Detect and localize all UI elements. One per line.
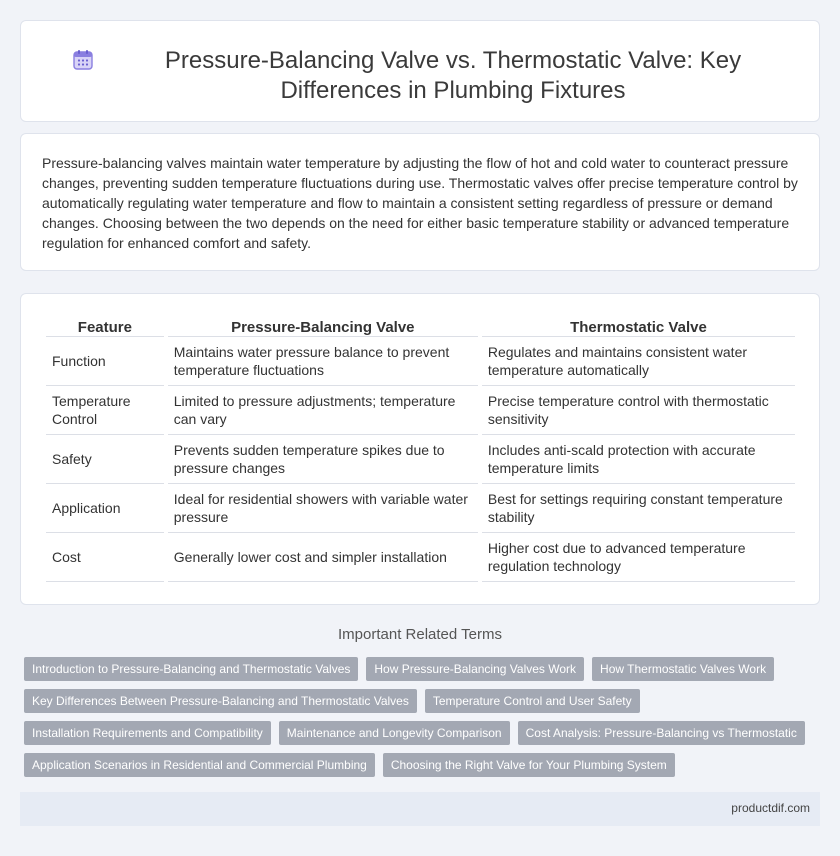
- table-row: [46, 533, 795, 582]
- row-feature: Function: [46, 337, 164, 386]
- row-feature: Application: [46, 484, 164, 533]
- column-header-feature: Feature: [46, 316, 164, 337]
- row-feature: Cost: [46, 533, 164, 582]
- table-row: [46, 386, 795, 435]
- comparison-card: [20, 293, 820, 605]
- row-pressure-balancing: Ideal for residential showers with variable water pressure: [168, 484, 478, 533]
- table-header-row: [46, 316, 795, 337]
- row-pressure-balancing: Generally lower cost and simpler installation: [168, 533, 478, 582]
- row-thermostatic: Higher cost due to advanced temperature regulation technology: [482, 533, 795, 582]
- row-thermostatic: Regulates and maintains consistent water temperature automatically: [482, 337, 795, 386]
- related-terms-list: [24, 657, 814, 777]
- row-thermostatic: Includes anti-scald protection with accurate temperature limits: [482, 435, 795, 484]
- row-feature: Temperature Control: [46, 386, 164, 435]
- related-term-link[interactable]: Cost Analysis: Pressure-Balancing vs Thermostatic: [518, 721, 805, 745]
- related-term-link[interactable]: Choosing the Right Valve for Your Plumbing System: [383, 753, 675, 777]
- row-pressure-balancing: Limited to pressure adjustments; temperature can vary: [168, 386, 478, 435]
- footer: [20, 792, 820, 826]
- related-term-link[interactable]: Maintenance and Longevity Comparison: [279, 721, 510, 745]
- row-pressure-balancing: Maintains water pressure balance to prevent temperature fluctuations: [168, 337, 478, 386]
- calendar-icon: [71, 48, 95, 72]
- related-term-link[interactable]: Key Differences Between Pressure-Balancing and Thermostatic Valves: [24, 689, 417, 713]
- page-title: Pressure-Balancing Valve vs. Thermostatic Valve: Key Differences in Plumbing Fixtures: [164, 47, 742, 104]
- comparison-table: [42, 316, 799, 582]
- related-term-link[interactable]: Installation Requirements and Compatibility: [24, 721, 271, 745]
- related-terms-title: Important Related Terms: [338, 626, 502, 643]
- table-row: [46, 484, 795, 533]
- intro-card: [20, 133, 820, 271]
- row-pressure-balancing: Prevents sudden temperature spikes due to pressure changes: [168, 435, 478, 484]
- related-term-link[interactable]: How Thermostatic Valves Work: [592, 657, 774, 681]
- related-term-link[interactable]: Temperature Control and User Safety: [425, 689, 640, 713]
- related-term-link[interactable]: Introduction to Pressure-Balancing and Thermostatic Valves: [24, 657, 358, 681]
- column-header-thermostatic: Thermostatic Valve: [482, 316, 795, 337]
- row-thermostatic: Precise temperature control with thermostatic sensitivity: [482, 386, 795, 435]
- column-header-pressure-balancing: Pressure-Balancing Valve: [168, 316, 478, 337]
- row-feature: Safety: [46, 435, 164, 484]
- row-thermostatic: Best for settings requiring constant temperature stability: [482, 484, 795, 533]
- table-row: [46, 337, 795, 386]
- header-card: [20, 20, 820, 122]
- intro-text: Pressure-balancing valves maintain water temperature by adjusting the flow of hot and cold water to counteract pressure changes, preventing sudden temperature fluctuations during use. Thermostatic valves offer precise temperature control by automatically regulating water temperature and flow to maintain a consistent setting regardless of pressure or demand changes. Choosing between the two depends on the need for either basic temperature stability or advanced temperature regulation for enhanced comfort and safety.: [42, 155, 798, 251]
- table-row: [46, 435, 795, 484]
- related-term-link[interactable]: Application Scenarios in Residential and Commercial Plumbing: [24, 753, 375, 777]
- footer-site-name: productdif.com: [731, 801, 810, 815]
- related-term-link[interactable]: How Pressure-Balancing Valves Work: [366, 657, 584, 681]
